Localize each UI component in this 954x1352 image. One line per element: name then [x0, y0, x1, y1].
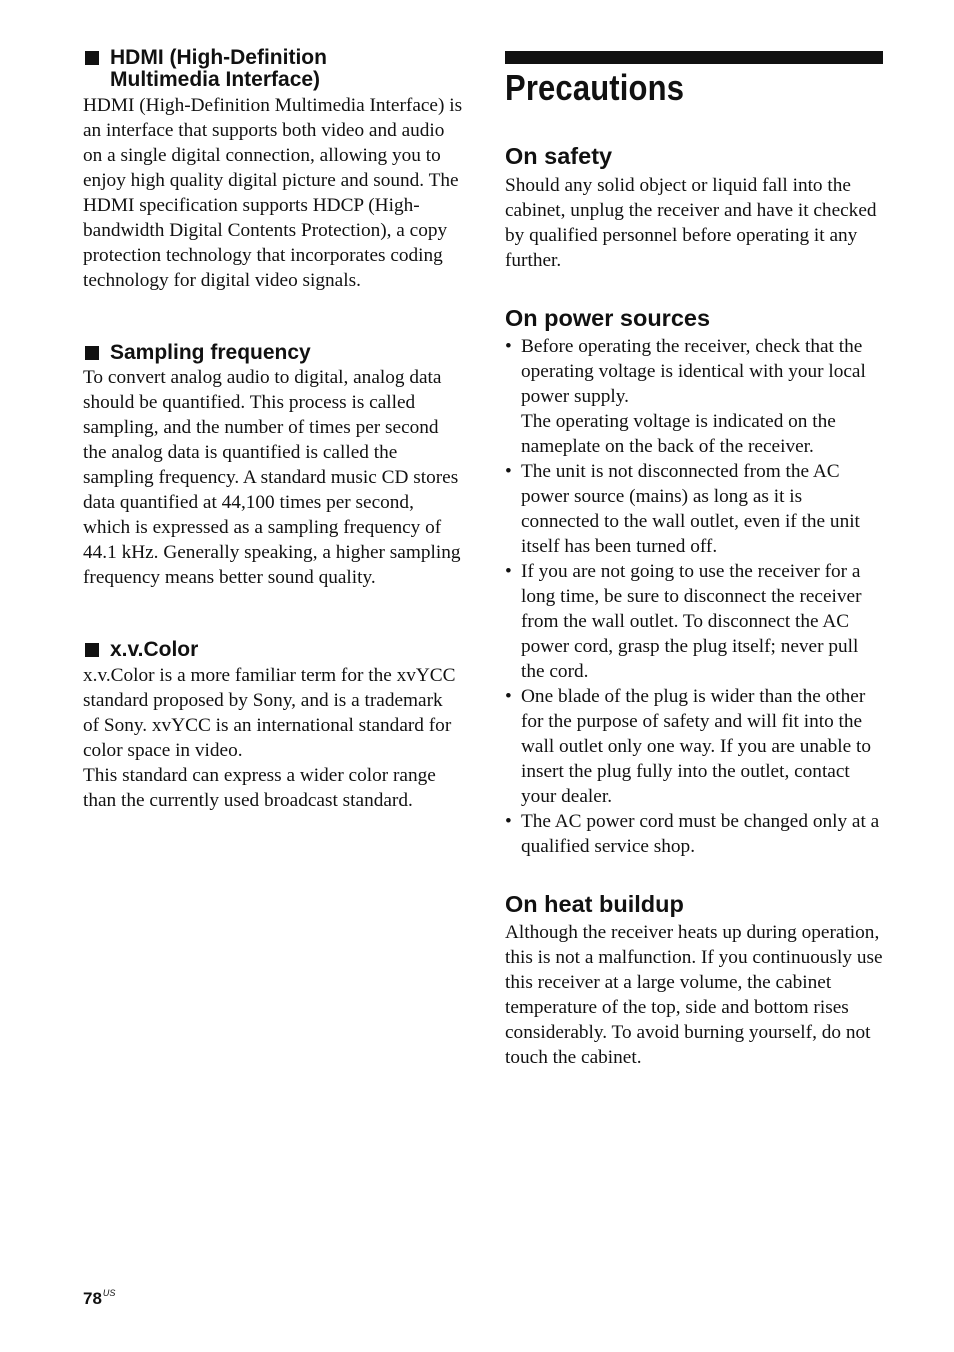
hdmi-heading-line2: Multimedia Interface) [110, 68, 321, 91]
power-bullet-4: One blade of the plug is wider than the other for the purpose of safety and will fit into the wall outlet only one way. If you are unable to insert the plug fully into the outlet, contact your dealer. [521, 686, 871, 807]
xvcolor-heading [83, 639, 463, 661]
power-bullet-5: The AC power cord must be changed only at a qualified service shop. [521, 811, 880, 857]
hdmi-heading [83, 47, 463, 91]
list-item [505, 459, 883, 559]
page-number [83, 1283, 115, 1309]
heat-body: Although the receiver heats up during operation, this is not a malfunction. If you continuously use this receiver at a large volume, the cabinet temperature of the top, side and bottom rises considerably. To avoid burning yourself, do not touch the cabinet. [505, 922, 883, 1068]
bullet-dot-icon: • [505, 686, 512, 707]
power-bullet-list [505, 334, 883, 859]
page-title: Precautions [505, 67, 685, 108]
xvcolor-heading-text: x.v.Color [110, 638, 199, 661]
list-item [505, 809, 883, 859]
sampling-heading [83, 342, 463, 364]
power-heading: On power sources [505, 305, 711, 331]
power-bullet-3: If you are not going to use the receiver for a long time, be sure to disconnect the receiver from the wall outlet. To disconnect the AC power cord, grasp the plug itself; never pull the cord. [521, 561, 862, 682]
list-item [505, 684, 883, 809]
hdmi-body: HDMI (High-Definition Multimedia Interface) is an interface that supports both video and audio on a single digital connection, allowing you to enjoy high quality digital picture and sound. The HDMI specification supports HDCP (High-bandwidth Digital Contents Protection), a copy protection technology that incorporates coding technology for digital video signals. [83, 95, 463, 291]
page-number-suffix: US [102, 1288, 116, 1298]
power-bullet-1-extra: The operating voltage is indicated on the nameplate on the back of the receiver. [521, 411, 836, 457]
bullet-dot-icon: • [505, 461, 512, 482]
heat-heading: On heat buildup [505, 891, 684, 917]
square-bullet-icon [85, 51, 99, 65]
xvcolor-body-2: This standard can express a wider color range than the currently used broadcast standard. [83, 765, 436, 811]
safety-heading: On safety [505, 143, 613, 169]
power-bullet-2: The unit is not disconnected from the AC power source (mains) as long as it is connected to the wall outlet, even if the unit itself has been turned off. [521, 461, 860, 557]
sampling-heading-text: Sampling frequency [110, 341, 311, 364]
xvcolor-body-1: x.v.Color is a more familiar term for the xvYCC standard proposed by Sony, and is a trademark of Sony. xvYCC is an international standard for color space in video. [83, 665, 456, 761]
list-item [505, 559, 883, 684]
square-bullet-icon [85, 643, 99, 657]
hdmi-heading-line1: HDMI (High-Definition [110, 46, 327, 69]
page-number-value: 78 [83, 1289, 102, 1308]
safety-body: Should any solid object or liquid fall into the cabinet, unplug the receiver and have it checked by qualified personnel before operating it any further. [505, 175, 877, 271]
power-bullet-1: Before operating the receiver, check that the operating voltage is identical with your local power supply. [521, 336, 866, 407]
sampling-body: To convert analog audio to digital, analog data should be quantified. This process is called sampling, and the number of times per second the analog data is quantified is called the sampling frequency. A standard music CD stores data quantified at 44,100 times per second, which is expressed as a sampling frequency of 44.1 kHz. Generally speaking, a higher sampling frequency means better sound quality. [83, 367, 461, 588]
bullet-dot-icon: • [505, 561, 512, 582]
square-bullet-icon [85, 346, 99, 360]
title-rule [505, 51, 883, 64]
list-item [505, 334, 883, 459]
bullet-dot-icon: • [505, 336, 512, 357]
bullet-dot-icon: • [505, 811, 512, 832]
